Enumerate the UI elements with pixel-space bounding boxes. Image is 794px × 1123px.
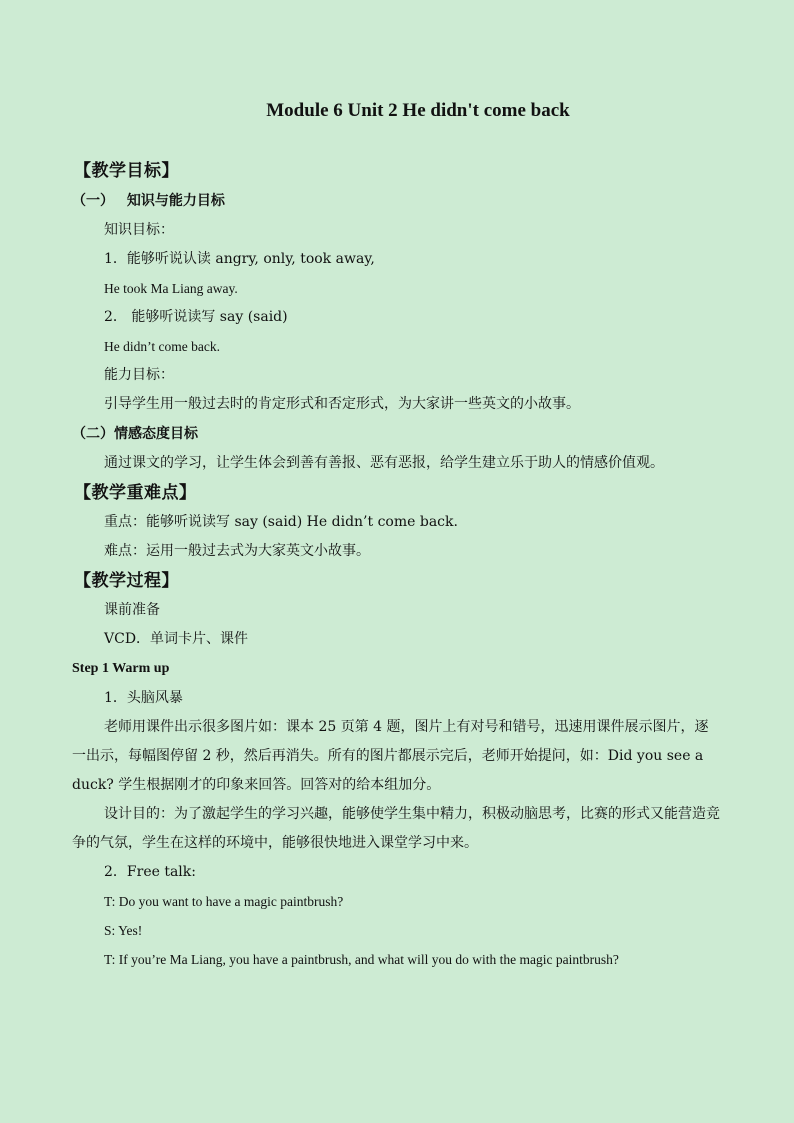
knowledge-item-2: 2． 能够听说读写 say (said) <box>104 309 288 325</box>
emotion-text: 通过课文的学习，让学生体会到善有善报、恶有恶报，给学生建立乐于助人的情感价值观。 <box>104 455 664 471</box>
knowledge-item-2-sentence: He didn’t come back. <box>104 339 220 354</box>
brainstorm-text: 老师用课件出示很多图片如：课本 25 页第 4 题，图片上有对号和错号，迅速用课件展示图片，逐一出示，每幅图停留 2 秒，然后再消失。所有的图片都展示完后，老师开始提问，如：Did you see a duck? 学生根据刚才的印象来回答。回答对的给本组加分。 <box>72 719 709 793</box>
process-heading: 【教学过程】 <box>74 571 179 591</box>
prep-label: 课前准备 <box>104 602 160 618</box>
key-point: 重点：能够听说读写 say (said) He didn’t come back. <box>104 514 458 530</box>
key-points-heading: 【教学重难点】 <box>74 483 197 503</box>
knowledge-ability-heading: （一） 知识与能力目标 <box>72 193 225 209</box>
free-talk-label: 2．Free talk: <box>104 864 196 880</box>
knowledge-label: 知识目标： <box>104 222 174 238</box>
objectives-heading: 【教学目标】 <box>74 161 179 181</box>
prep-items: VCD．单词卡片、课件 <box>104 631 249 647</box>
design-purpose-text: 设计目的：为了激起学生的学习兴趣，能够使学生集中精力，积极动脑思考，比赛的形式又能营造竞争的气氛，学生在这样的环境中，能够很快地进入课堂学习中来。 <box>72 806 720 851</box>
ability-label: 能力目标： <box>104 367 174 383</box>
brainstorm-label: 1．头脑风暴 <box>104 690 183 706</box>
dialogue-line-3: T: If you’re Ma Liang, you have a paintbrush, and what will you do with the magic paintbrush? <box>104 952 619 967</box>
document-body <box>72 156 722 974</box>
step-1-heading: Step 1 Warm up <box>72 661 170 676</box>
page-title: Module 6 Unit 2 He didn't come back <box>266 100 570 121</box>
knowledge-item-1-sentence: He took Ma Liang away. <box>104 281 238 296</box>
dialogue-line-1: T: Do you want to have a magic paintbrush? <box>104 894 344 909</box>
ability-text: 引导学生用一般过去时的肯定形式和否定形式，为大家讲一些英文的小故事。 <box>104 396 580 412</box>
knowledge-item-1: 1．能够听说认读 angry, only, took away, <box>104 251 375 267</box>
difficult-point: 难点：运用一般过去式为大家英文小故事。 <box>104 543 370 559</box>
dialogue-line-2: S: Yes! <box>104 923 143 938</box>
emotion-heading: （二）情感态度目标 <box>72 426 198 442</box>
